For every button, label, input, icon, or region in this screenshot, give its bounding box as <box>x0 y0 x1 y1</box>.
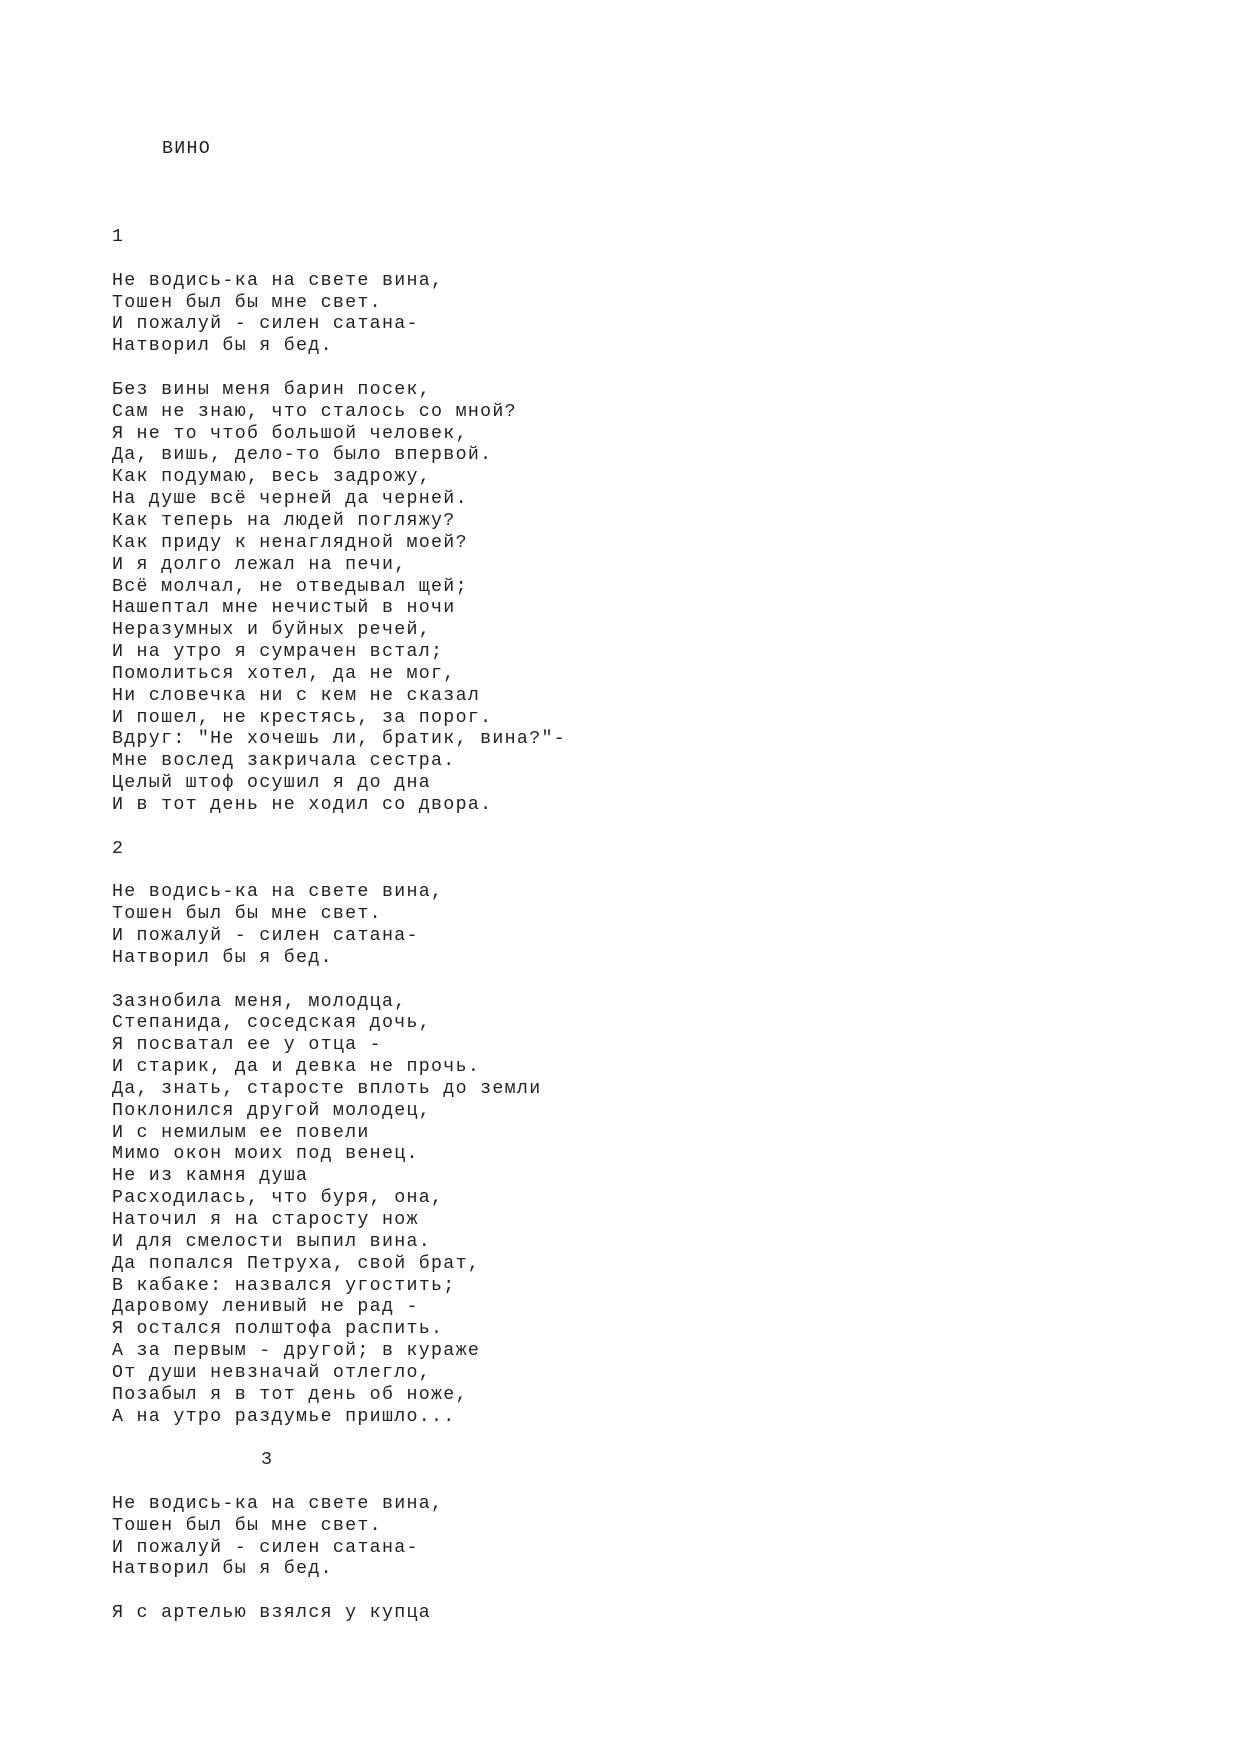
poem-line: Натворил бы я бед. <box>112 1559 333 1580</box>
poem-line: Степанида, соседская дочь, <box>112 1013 432 1034</box>
poem-line: И на утро я сумрачен встал; <box>112 642 444 663</box>
poem-line: Сам не знаю, что сталось со мной? <box>112 401 517 422</box>
poem-line: Тошен был бы мне свет. <box>112 292 382 313</box>
poem-line: Нашептал мне нечистый в ночи <box>112 598 456 619</box>
poem-line: Без вины меня барин посек, <box>112 379 432 400</box>
poem-line: Ни словечка ни с кем не сказал <box>112 685 481 706</box>
poem-line: И старик, да и девка не прочь. <box>112 1057 481 1078</box>
blank-line <box>112 1472 566 1494</box>
blank-line <box>112 970 566 992</box>
poem-line: Как подумаю, весь задрожу, <box>112 467 432 488</box>
poem-line: Поклонился другой молодец, <box>112 1100 432 1121</box>
section-number: 3 <box>261 1450 274 1471</box>
poem-line: Да попался Петруха, свой брат, <box>112 1253 481 1274</box>
poem-line: Помолиться хотел, да не мог, <box>112 663 456 684</box>
poem-line: Мне вослед закричала сестра. <box>112 751 456 772</box>
document-title: ВИНО <box>162 139 212 159</box>
poem-body <box>112 227 566 1625</box>
poem-line: Мимо окон моих под венец. <box>112 1144 419 1165</box>
poem-line: Не водись-ка на свете вина, <box>112 1493 444 1514</box>
blank-line <box>112 1581 566 1603</box>
poem-line: Целый штоф осушил я до дна <box>112 773 432 794</box>
poem-line: Я не то чтоб большой человек, <box>112 423 468 444</box>
poem-line: И для смелости выпил вина. <box>112 1231 432 1252</box>
poem-line: Тошен был бы мне свет. <box>112 1515 382 1536</box>
poem-line: И с немилым ее повели <box>112 1122 370 1143</box>
poem-line: Расходилась, что буря, она, <box>112 1188 444 1209</box>
poem-line: Наточил я на старосту нож <box>112 1209 419 1230</box>
poem-line: Всё молчал, не отведывал щей; <box>112 576 468 597</box>
poem-line: А на утро раздумье пришло... <box>112 1406 456 1427</box>
poem-line: И я долго лежал на печи, <box>112 554 407 575</box>
poem-line: Не водись-ка на свете вина, <box>112 270 444 291</box>
poem-line: Натворил бы я бед. <box>112 947 333 968</box>
poem-line: Я остался полштофа распить. <box>112 1319 444 1340</box>
blank-line <box>112 817 566 839</box>
poem-line: Натворил бы я бед. <box>112 336 333 357</box>
poem-line: А за первым - другой; в кураже <box>112 1341 481 1362</box>
poem-line: Неразумных и буйных речей, <box>112 620 432 641</box>
poem-line: В кабаке: назвался угостить; <box>112 1275 456 1296</box>
poem-line: Вдруг: "Не хочешь ли, братик, вина?"- <box>112 729 567 750</box>
poem-line: Зазнобила меня, молодца, <box>112 991 407 1012</box>
poem-line: Как теперь на людей погляжу? <box>112 510 456 531</box>
poem-line: Даровому ленивый не рад - <box>112 1297 419 1318</box>
poem-line: Позабыл я в тот день об ноже, <box>112 1384 468 1405</box>
poem-line: Не из камня душа <box>112 1166 309 1187</box>
poem-line: И в тот день не ходил со двора. <box>112 794 493 815</box>
blank-line <box>112 1428 566 1450</box>
poem-line: Не водись-ка на свете вина, <box>112 882 444 903</box>
poem-line: И пожалуй - силен сатана- <box>112 314 419 335</box>
poem-line: Как приду к ненаглядной моей? <box>112 532 468 553</box>
blank-line <box>112 860 566 882</box>
poem-line: Я посватал ее у отца - <box>112 1035 382 1056</box>
poem-line: От души невзначай отлегло, <box>112 1362 432 1383</box>
poem-line: На душе всё черней да черней. <box>112 489 468 510</box>
poem-line: Да, знать, старосте вплоть до земли <box>112 1078 542 1099</box>
section-number: 1 <box>112 227 125 247</box>
blank-line <box>112 249 566 271</box>
poem-line: И пожалуй - силен сатана- <box>112 1537 419 1558</box>
poem-line: И пошел, не крестясь, за порог. <box>112 707 493 728</box>
poem-line: Тошен был бы мне свет. <box>112 904 382 925</box>
blank-line <box>112 358 566 380</box>
poem-line: Да, вишь, дело-то было впервой. <box>112 445 493 466</box>
poem-line: Я с артелью взялся у купца <box>112 1603 432 1624</box>
section-number: 2 <box>112 838 125 859</box>
poem-line: И пожалуй - силен сатана- <box>112 926 419 946</box>
